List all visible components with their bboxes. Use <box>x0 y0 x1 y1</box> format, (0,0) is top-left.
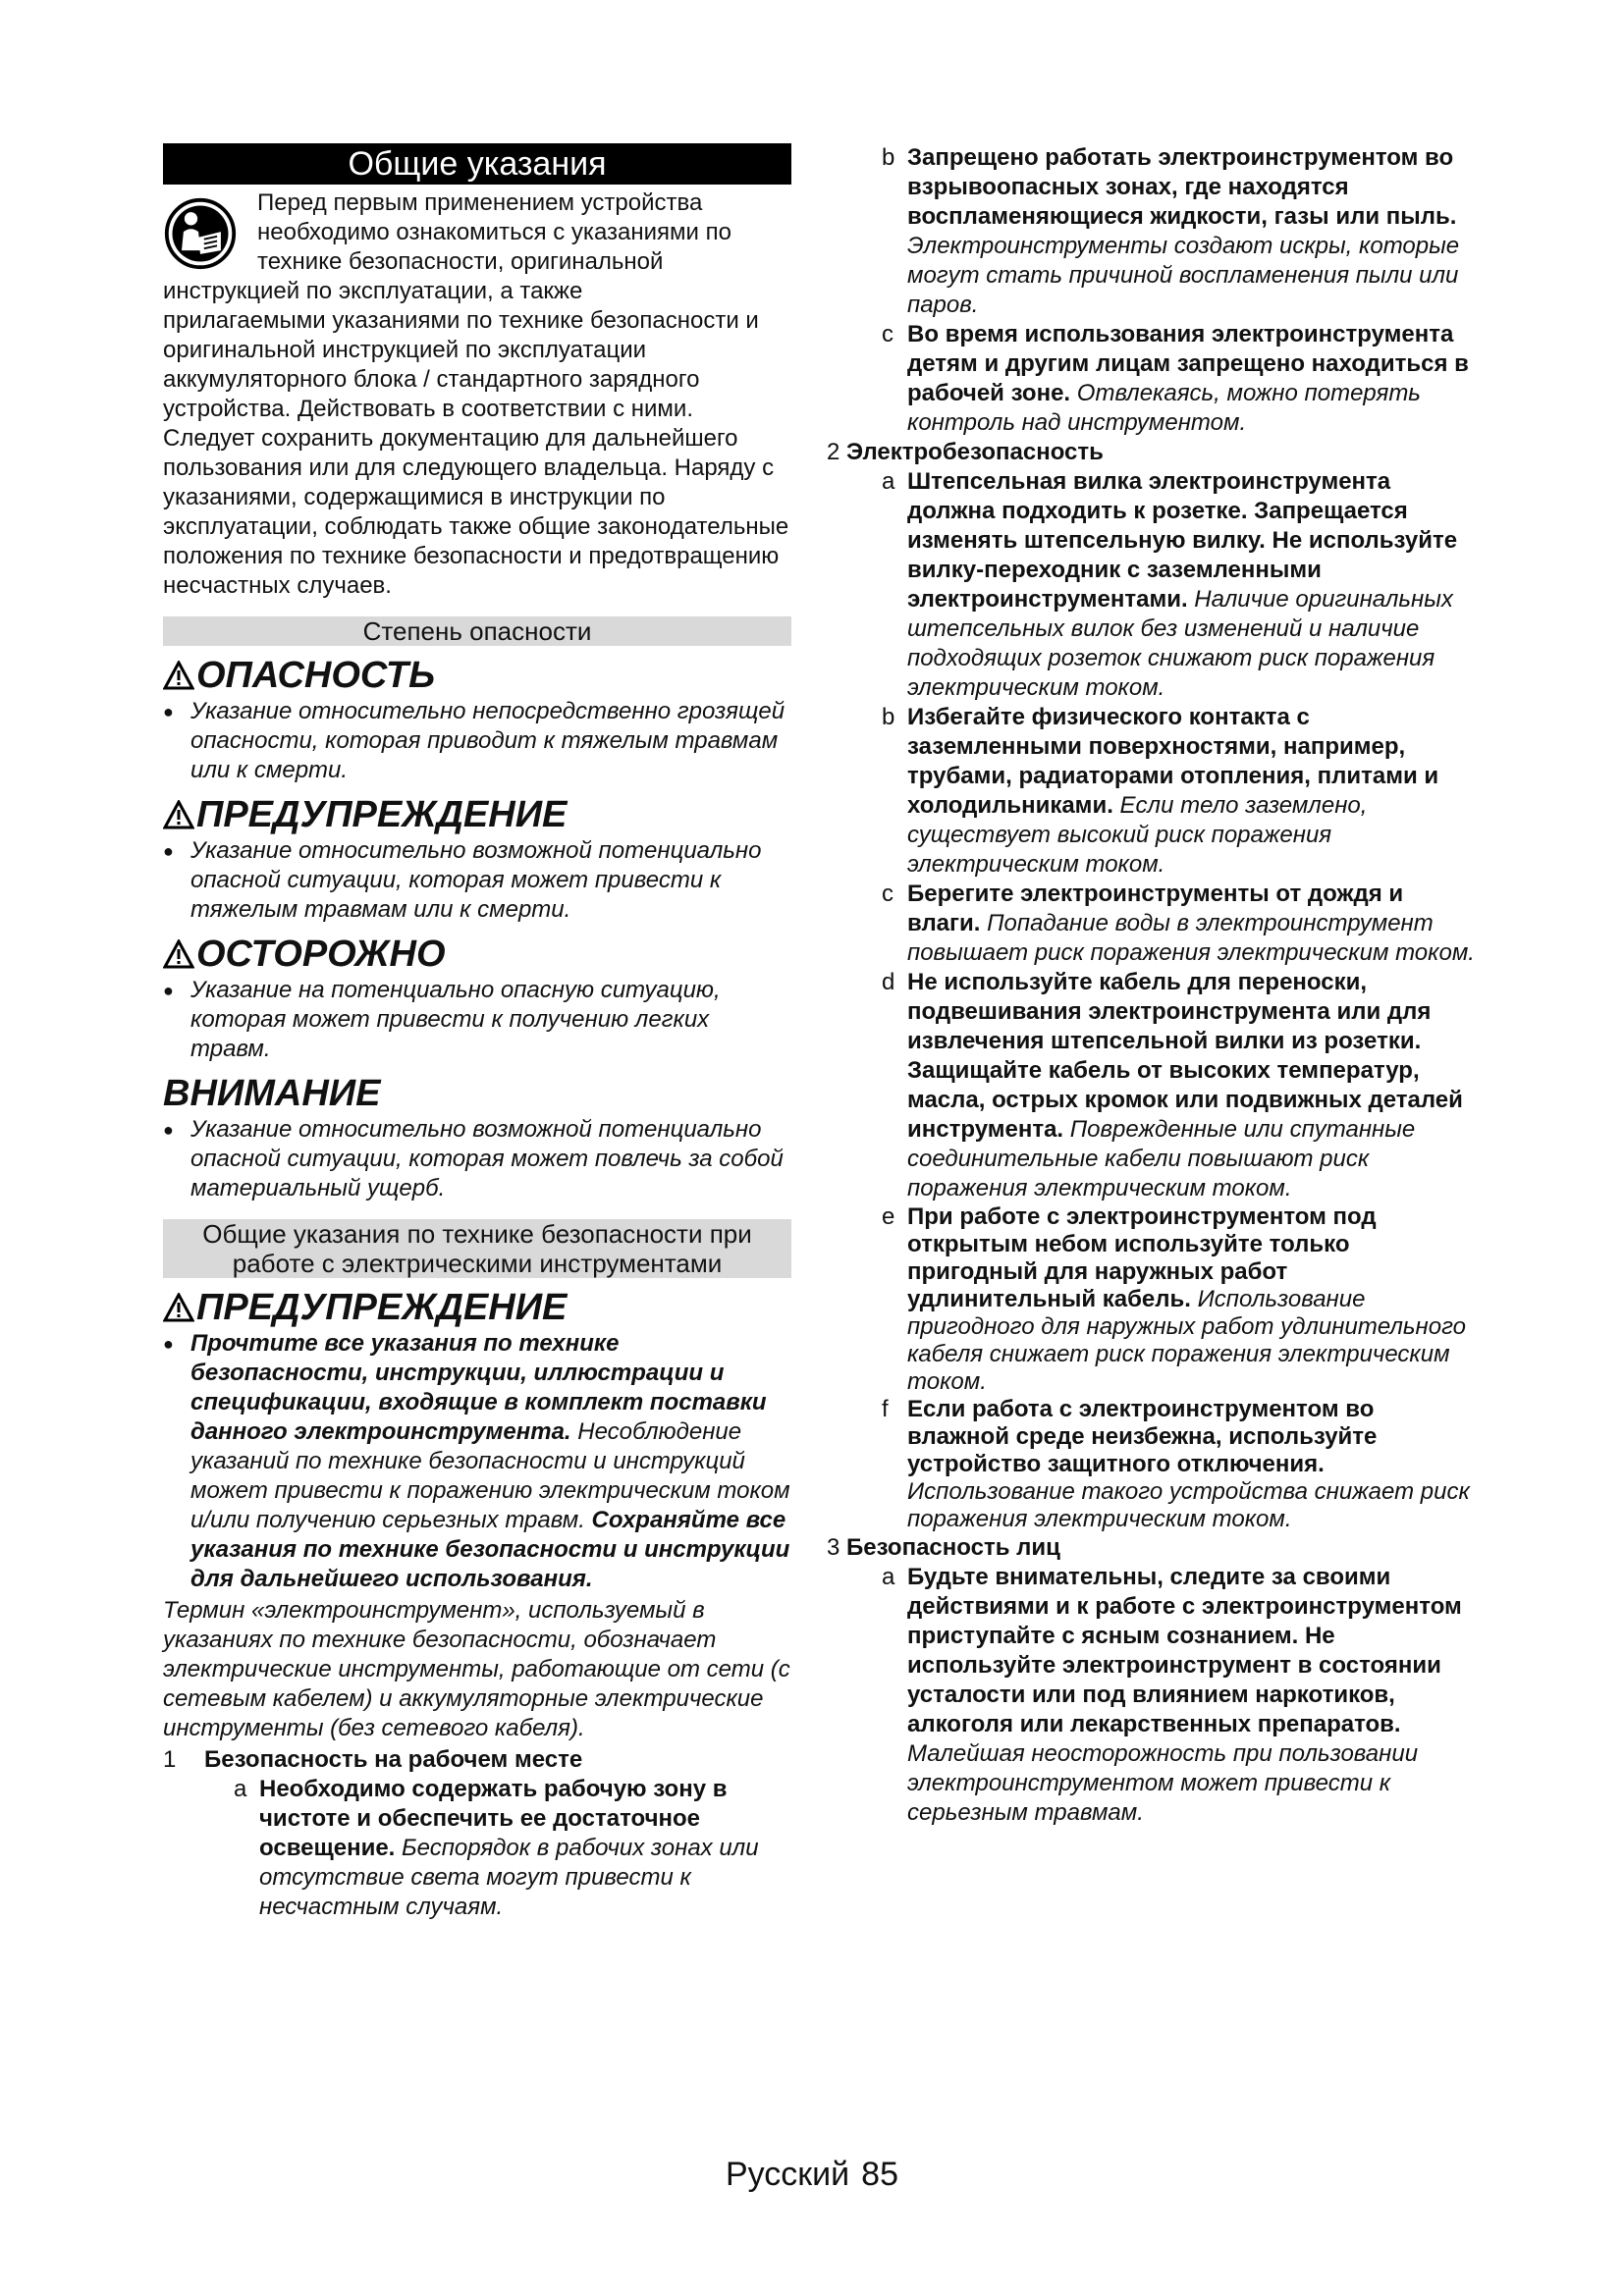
item-bold: Не используйте кабель для переноски, подвешивания электроинструмента или для извлечения штепсельной вилки из розетки. Защищайте кабель от высоких температур, масла, острых кромок или подвижных деталей инструмента. <box>907 969 1463 1143</box>
item-bold: Избегайте физического контакта с заземленными поверхностями, например, трубами, радиаторами отопления, плитами и холодильниками. <box>907 704 1439 819</box>
item-italic: Беспорядок в рабочих зонах или отсутствие света могут привести к несчастным случаям. <box>259 1835 759 1920</box>
list-item <box>846 880 1475 968</box>
section-heading <box>163 1745 791 1775</box>
item-bold: Берегите электроинструменты от дождя и влаги. <box>907 881 1404 936</box>
page-number: 85 <box>861 2156 898 2193</box>
hazard-description: ● Указание относительно возможной потенциально опасной ситуации, которая может повлечь за собой материальный ущерб. <box>163 1115 791 1203</box>
item-text <box>907 1563 1475 1828</box>
item-italic: Использование пригодного для наружных работ удлинительного кабеля снижает риск поражения электрическим током. <box>907 1286 1467 1395</box>
item-text <box>907 880 1475 968</box>
item-label: c <box>882 321 893 347</box>
item-italic: Поврежденные или спутанные соединительные кабели повышают риск поражения электрическим током. <box>907 1116 1416 1201</box>
intro-rest-text: прилагаемыми указаниями по технике безопасности и оригинальной инструкцией по эксплуатации аккумуляторного блока / стандартного зарядного устройства. Действовать в соответствии с ними. Следует сохранить документацию для дальнейшего пользования или для следующего владельца. Наряду с указаниями, содержащимися в инструкции по эксплуатации, соблюдать также общие законодательные положения по технике безопасности и предотвращению несчастных случаев. <box>163 307 789 599</box>
hazard-heading-text: ПРЕДУПРЕЖДЕНИЕ <box>196 794 568 835</box>
hazard-section-title: Степень опасности <box>163 616 791 646</box>
hazard-heading-text: ОСТОРОЖНО <box>196 934 446 975</box>
hazard-description: ● Указание относительно возможной потенциально опасной ситуации, которая может привести к тяжелым травмам или к смерти. <box>163 836 791 925</box>
right-column <box>827 143 1475 1828</box>
hazard-text: Указание на потенциально опасную ситуацию, которая может привести к получению легких травм. <box>190 977 721 1062</box>
page-footer <box>0 2156 1624 2194</box>
warning-triangle-icon <box>163 1293 194 1322</box>
section-heading <box>827 438 1475 467</box>
page-title: Общие указания <box>163 143 791 185</box>
section-title: Безопасность на рабочем месте <box>204 1746 583 1773</box>
intro-block <box>163 188 791 601</box>
hazard-heading-text: ОПАСНОСТЬ <box>196 655 435 696</box>
item-italic: Попадание воды в электроинструмент повышает риск поражения электрическим током. <box>907 910 1475 966</box>
hazard-text: Указание относительно возможной потенциально опасной ситуации, которая может повлечь за собой материальный ущерб. <box>190 1116 784 1201</box>
item-italic: Использование такого устройства снижает риск поражения электрическим током. <box>907 1478 1470 1532</box>
safety-warning-heading <box>163 1286 791 1329</box>
item-bold: Во время использования электроинструмента детям и другим лицам запрещено находиться в рабочей зоне. <box>907 321 1469 406</box>
item-label: d <box>882 969 895 995</box>
hazard-description: ● Указание относительно непосредственно грозящей опасности, которая приводит к тяжелым травмам или к смерти. <box>163 697 791 785</box>
safety-warning-bold2: Сохраняйте все указания по технике безопасности и инструкции для дальнейшего использования. <box>190 1507 790 1592</box>
safety-warning-heading-text: ПРЕДУПРЕЖДЕНИЕ <box>196 1287 568 1328</box>
hazard-text: Указание относительно возможной потенциально опасной ситуации, которая может привести к тяжелым травмам или к смерти. <box>190 837 762 923</box>
item-italic: Если тело заземлено, существует высокий риск поражения электрическим током. <box>907 792 1368 878</box>
item-label: f <box>882 1396 889 1422</box>
item-text <box>907 467 1475 703</box>
section-number: 1 <box>163 1746 177 1773</box>
safety-warning-plain: Несоблюдение указаний по технике безопасности и инструкций может привести к поражению электрическим током и/или получению серьезных травм. <box>190 1418 790 1533</box>
footer-language: Русский <box>726 2156 850 2193</box>
item-text <box>907 143 1475 320</box>
intro-first-text: Перед первым применением устройства необходимо ознакомиться с указаниями по технике безопасности, оригинальной инструкцией по эксплуатации, а также <box>163 189 731 304</box>
item-text <box>907 320 1475 438</box>
section-title: Безопасность лиц <box>846 1534 1060 1561</box>
item-bold: Если работа с электроинструментом во влажной среде неизбежна, используйте устройство защитного отключения. <box>907 1396 1378 1477</box>
list-item <box>846 467 1475 703</box>
item-bold: При работе с электроинструментом под открытым небом используйте только пригодный для наружных работ удлинительный кабель. <box>907 1203 1377 1312</box>
item-bold: Запрещено работать электроинструментом во взрывоопасных зонах, где находятся воспламеняющиеся жидкости, газы или пыль. <box>907 144 1457 230</box>
term-note: Термин «электроинструмент», используемый в указаниях по технике безопасности, обозначает электрические инструменты, работающие от сети (с сетевым кабелем) и аккумуляторные электрические инструменты (без сетевого кабеля). <box>163 1597 790 1741</box>
warning-triangle-icon <box>163 939 194 969</box>
list-item <box>846 703 1475 880</box>
item-text <box>259 1775 791 1922</box>
item-text <box>907 968 1475 1203</box>
safety-warning-text <box>190 1329 791 1594</box>
item-bold: Необходимо содержать рабочую зону в чистоте и обеспечить ее достаточное освещение. <box>259 1776 728 1861</box>
item-label: c <box>882 881 893 907</box>
item-text <box>907 703 1475 880</box>
item-text <box>907 1203 1475 1396</box>
list-item <box>846 320 1475 438</box>
warning-triangle-icon <box>163 800 194 829</box>
safety-section-title: Общие указания по технике безопасности при работе с электрическими инструментами <box>163 1219 791 1278</box>
list-item <box>846 1563 1475 1828</box>
read-manual-icon <box>163 196 238 271</box>
hazard-heading-warning <box>163 793 791 836</box>
section-number: 2 <box>827 439 840 465</box>
list-item <box>163 1775 791 1922</box>
hazard-description: ● Указание на потенциально опасную ситуацию, которая может привести к получению легких травм. <box>163 976 791 1064</box>
list-item <box>846 143 1475 320</box>
item-label: e <box>882 1203 895 1230</box>
item-text <box>907 1396 1475 1533</box>
item-italic: Электроинструменты создают искры, которые могут стать причиной воспламенения пыли или паров. <box>907 233 1460 318</box>
left-column <box>163 143 791 1922</box>
section-number: 3 <box>827 1534 840 1561</box>
item-label: b <box>882 704 895 730</box>
item-italic: Наличие оригинальных штепсельных вилок без изменений и наличие подходящих розеток снижают риск поражения электрическим током. <box>907 586 1453 701</box>
safety-warning-body: ● Прочтите все указания по технике безопасности, инструкции, иллюстрации и спецификации, входящие в комплект поставки данного электроинструмента. Несоблюдение указаний по технике безопасности и инструкций может привести к поражению электрическим током и/или получению серьезных травм. Сохраняйте все указания по технике безопасности и инструкции для дальнейшего использования. <box>163 1330 790 1592</box>
section-title: Электробезопасность <box>846 439 1104 465</box>
item-italic: Отвлекаясь, можно потерять контроль над инструментом. <box>907 380 1421 436</box>
item-label: a <box>234 1776 247 1802</box>
hazard-heading-text: ВНИМАНИЕ <box>163 1073 381 1114</box>
hazard-heading-caution <box>163 933 791 976</box>
list-item <box>846 1396 1475 1533</box>
item-label: a <box>882 468 895 495</box>
hazard-text: Указание относительно непосредственно грозящей опасности, которая приводит к тяжелым травмам или к смерти. <box>190 698 785 783</box>
item-italic: Малейшая неосторожность при пользовании электроинструментом может привести к серьезным травмам. <box>907 1740 1419 1826</box>
item-label: b <box>882 144 895 171</box>
hazard-heading-notice <box>163 1072 791 1115</box>
list-item <box>846 968 1475 1203</box>
item-bold: Штепсельная вилка электроинструмента должна подходить к розетке. Запрещается изменять штепсельную вилку. Не используйте вилку-переходник с заземленными электроинструментами. <box>907 468 1458 613</box>
section-heading <box>827 1533 1475 1563</box>
item-bold: Будьте внимательны, следите за своими действиями и к работе с электроинструментом приступайте с ясным сознанием. Не используйте электроинструмент в состоянии усталости или под влиянием наркотиков, алкоголя или лекарственных препаратов. <box>907 1564 1462 1737</box>
safety-warning-bold: Прочтите все указания по технике безопасности, инструкции, иллюстрации и спецификации, входящие в комплект поставки данного электроинструмента. <box>190 1330 767 1445</box>
hazard-heading-danger <box>163 654 791 697</box>
item-label: a <box>882 1564 895 1590</box>
list-item <box>846 1203 1475 1396</box>
warning-triangle-icon <box>163 661 194 690</box>
